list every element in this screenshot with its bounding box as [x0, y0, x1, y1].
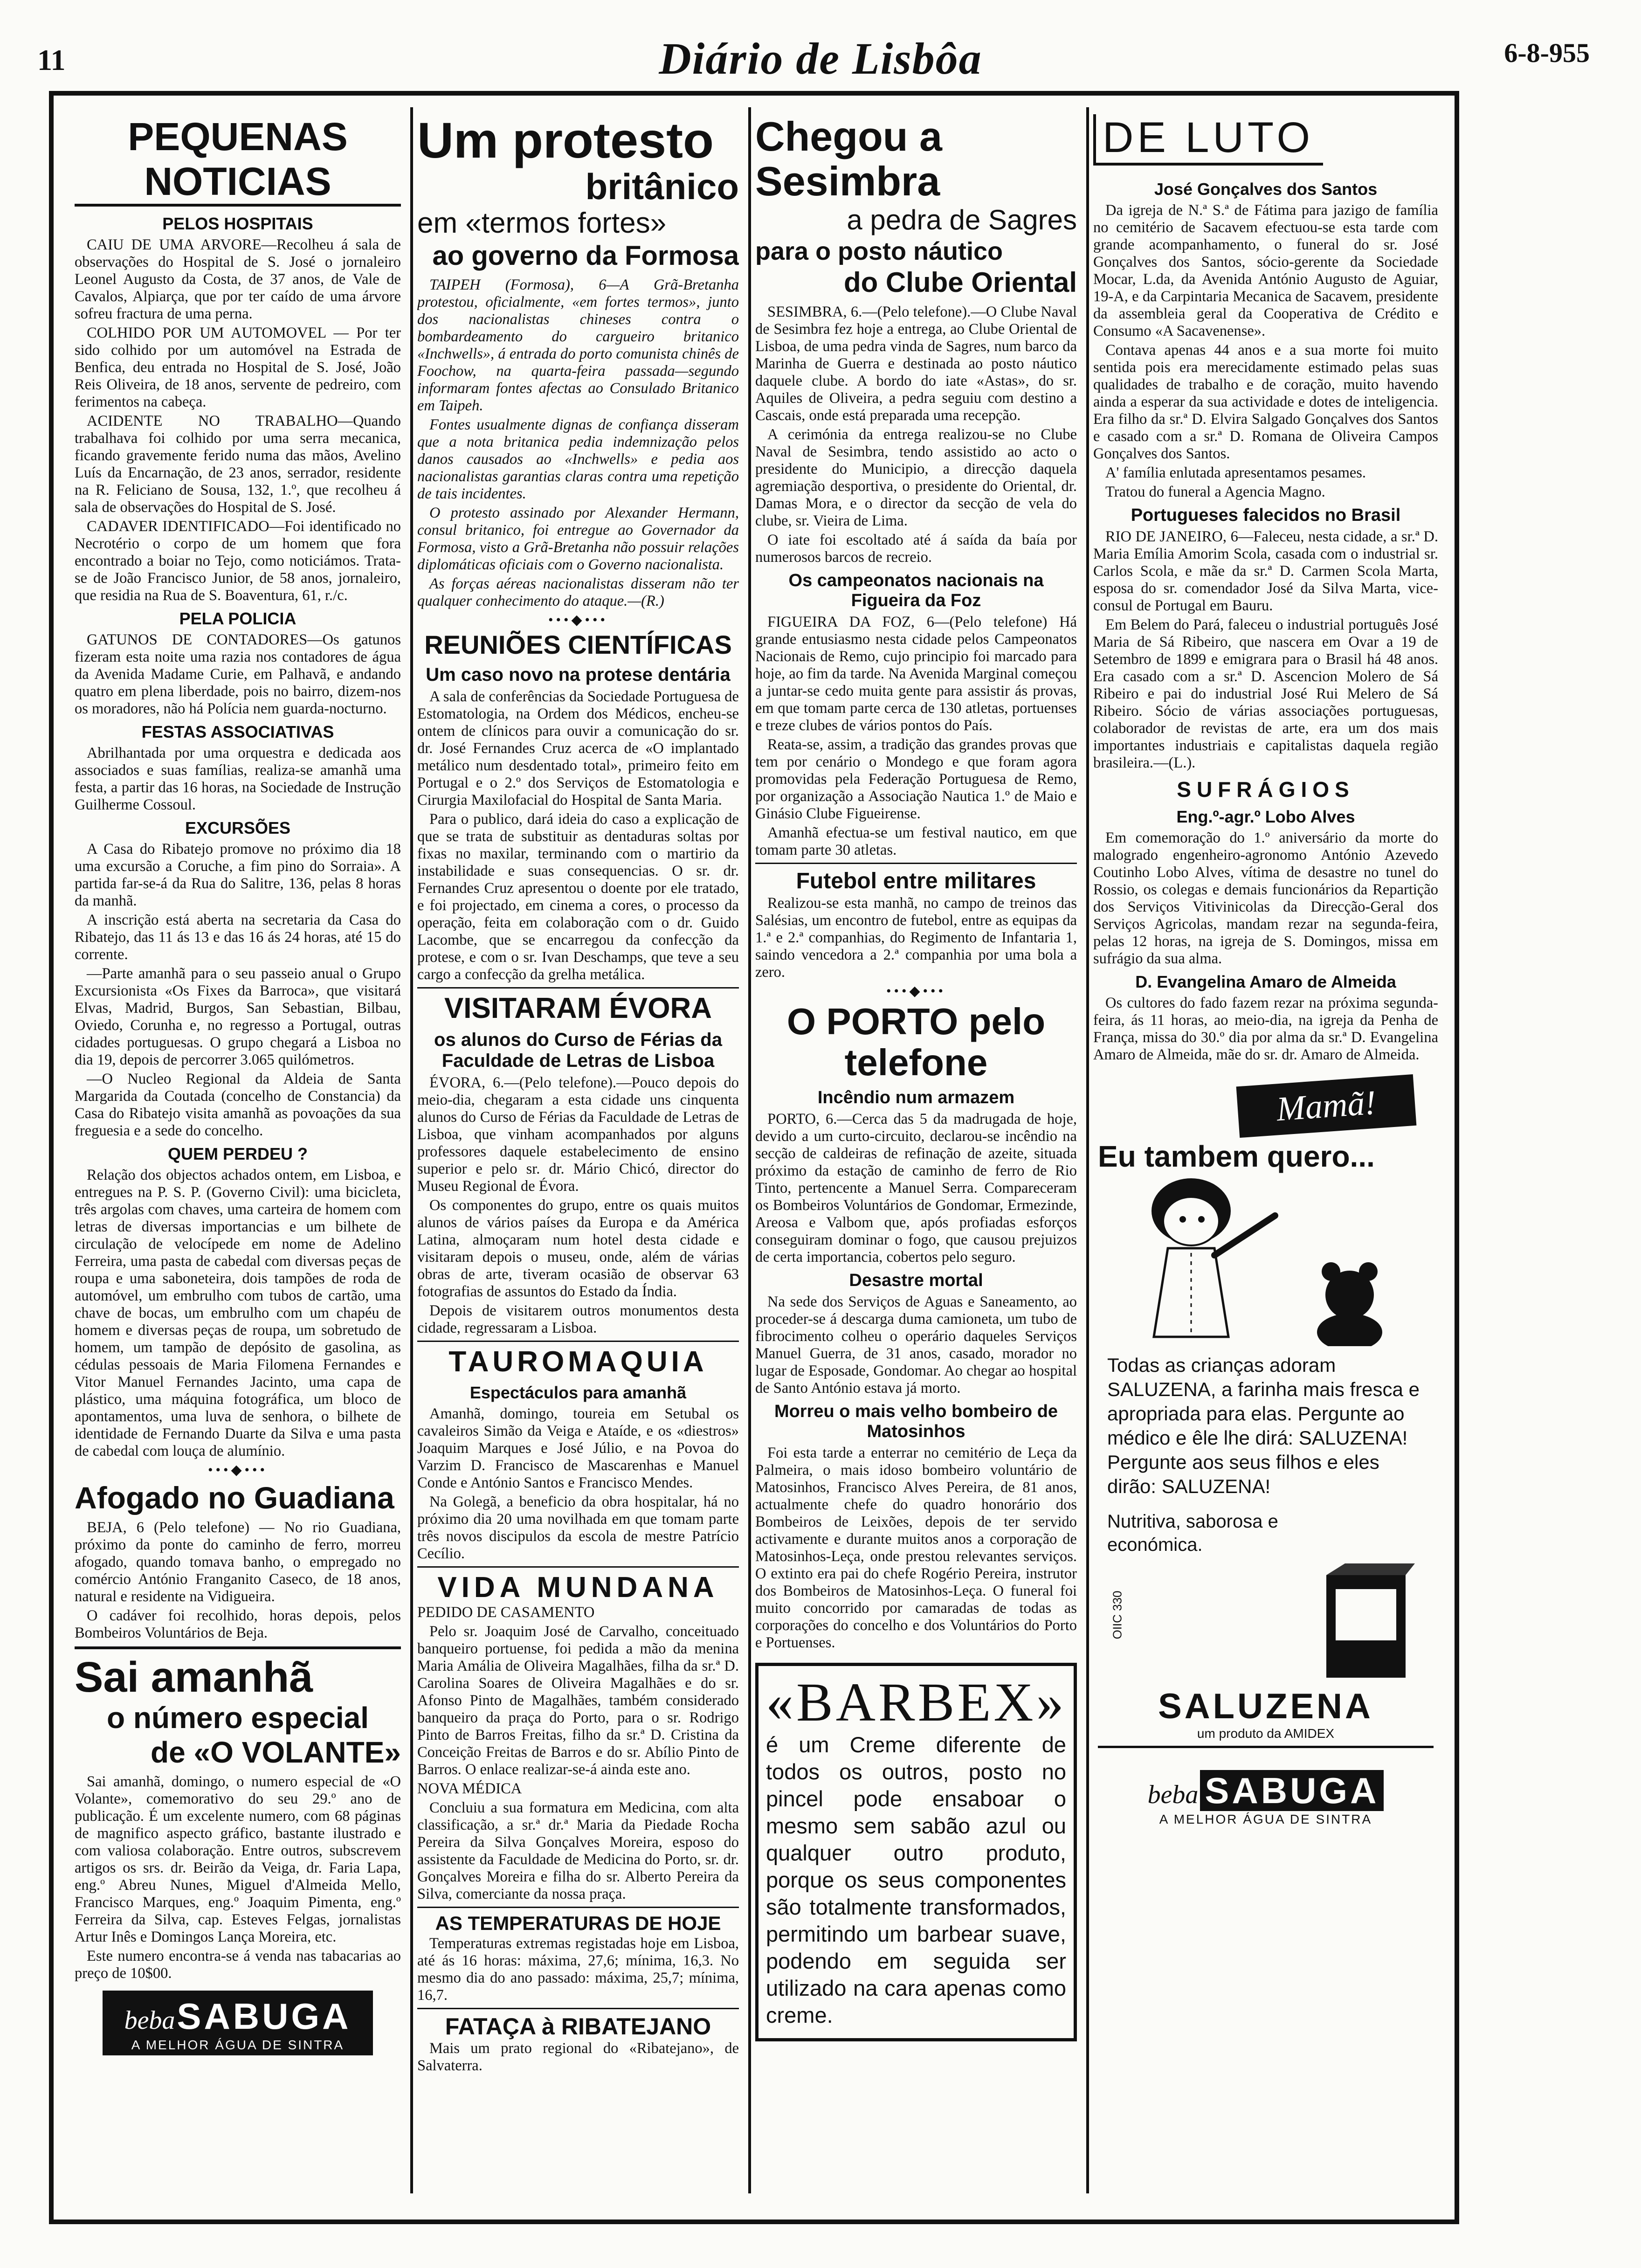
paragraph: SESIMBRA, 6.—(Pelo telefone).—O Clube Naval de Sesimbra fez hoje a entrega, ao Clube Oriental de Lisboa, de uma pedra vinda de Sagres, num barco da Marinha de Guerra e destinada ao posto náutico daquele clube. A bordo do iate «Astas», do sr. Aquiles de Oliveira, a pedra seguiu com destino a Cascais, onde está preparada uma recepção.: [755, 304, 1077, 424]
headline: Um protesto: [417, 114, 714, 168]
ad-package-area: [1098, 1561, 1434, 1687]
paragraph: Os cultores do fado fazem rezar na próxima segunda-feira, ás 11 horas, ao meio-dia, na igreja da Penha de França, missa do 30.º dia por alma da sr.ª D. Evangelina Amaro de Almeida, mãe do sr. dr. Amaro de Almeida.: [1093, 995, 1438, 1063]
paragraph: A sala de conferências da Sociedade Portuguesa de Estomatologia, na Ordem dos Médicos, encheu-se ontem de clínicos para ouvir a comunicação do sr. dr. José Fernandes Cruz acerca de «O implantado metálico num desdentado total», primeiro feito em Portugal e o 2.º dos Serviços de Estomatologia e Cirurgia Maxilofacial do Hospital de Santa Maria.: [417, 688, 739, 809]
paragraph: Amanhã efectua-se um festival nautico, em que tomam parte 30 atletas.: [755, 824, 1077, 858]
headline: o número especial: [107, 1701, 369, 1735]
ad-code: OIIC 330: [1110, 1590, 1124, 1639]
headline: do Clube Oriental: [843, 267, 1077, 298]
ad-beba: beba: [124, 2006, 175, 2035]
ad-brand: SABUGA: [177, 1996, 352, 2037]
headline: para o posto náutico: [755, 237, 1003, 265]
subheading: Espectáculos para amanhã: [469, 1383, 687, 1402]
subheading: NOVA MÉDICA: [417, 1780, 522, 1797]
subheading: EXCURSÕES: [185, 818, 291, 837]
paragraph: A' família enlutada apresentamos pesames.: [1105, 464, 1366, 481]
paragraph: Foi esta tarde a enterrar no cemitério de Leça da Palmeira, o mais idoso bombeiro voluntário de Matosinhos, Francisco Alves Pereira, de 81 anos, actualmente chefe do quadro honorário dos Bombeiros de Leixões, depois de ter servido activamente e durante muitos anos a corporação de Matosinhos-Leça, onde prestou relevantes serviços. O extinto era pai do chefe Rogério Pereira, instrutor dos Bombeiros de Matosinhos-Leça. O funeral foi muito concorrido por camaradas de todas as corporações do concelho e dos Voluntários do Porto e Portuenses.: [755, 1445, 1077, 1651]
paragraph: Tratou do funeral a Agencia Magno.: [1105, 484, 1325, 500]
subheading: PELA POLICIA: [179, 609, 296, 628]
column-1: [75, 114, 401, 2203]
headline: AS TEMPERATURAS DE HOJE: [435, 1912, 721, 1934]
divider: [417, 2008, 739, 2009]
headline: Sai amanhã: [75, 1653, 313, 1701]
paragraph: Realizou-se esta manhã, no campo de treinos das Salésias, um encontro de futebol, entre as equipas da 1.ª e 2.ª companhias, do Regimento de Infantaria 1, saindo vencedora a 2.ª companhia por uma bola a zero.: [755, 895, 1077, 981]
paragraph: Abrilhantada por uma orquestra e dedicada aos associados e suas famílias, realiza-se amanhã uma festa, a partir das 16 horas, na Sociedade de Instrução Guilherme Cossoul.: [75, 745, 401, 813]
paragraph: Este numero encontra-se á venda nas tabacarias ao preço de 10$00.: [75, 1948, 401, 1982]
column-4: [1093, 114, 1438, 2203]
ad-tagline: A MELHOR ÁGUA DE SINTRA: [1159, 1812, 1372, 1826]
headline: VISITARAM ÉVORA: [444, 992, 712, 1024]
paragraph: Em Belem do Pará, faleceu o industrial português José Maria de Sá Ribeiro, que nascera em Ovar a 19 de Setembro de 1899 e emigrara para o Brasil há 48 anos. Era casado com a sr.ª D. Ascencion Molero de Sá Ribeiro e pai do industrial José Rui Melero de Sá Ribeiro. Sócio de várias associações portuguesas, colaborador de revistas de arte, era um dos mais importantes industriais e capitalistas daquela região brasileira.—(L.).: [1093, 616, 1438, 771]
paragraph: BEJA, 6 (Pelo telefone) — No rio Guadiana, próximo da ponte do caminho de ferro, morreu afogado, quando tomava banho, o empregado no comércio António Franganito Caseco, de 18 anos, natural e residente na Vidigueira.: [75, 1519, 401, 1605]
divider: [755, 863, 1077, 864]
subheading: Eng.º-agr.º Lobo Alves: [1176, 807, 1355, 826]
ad-text: Todas as crianças adoram SALUZENA, a farinha mais fresca e apropriada para elas. Pergunte ao médico e êle lhe dirá: SALUZENA! Pergunte aos seus filhos e eles dirão: SALUZENA!: [1107, 1354, 1420, 1497]
divider: [417, 1566, 739, 1568]
column-2: [417, 114, 739, 2203]
paragraph: RIO DE JANEIRO, 6—Faleceu, nesta cidade, a sr.ª D. Maria Emília Amorim Scola, casada com o industrial sr. Carlos Scola, e mãe da sr.ª D. Carmen Scola Marta, esposa do sr. comendador José da Silva Marta, vice-consul de Portugal em Bauru.: [1093, 528, 1438, 614]
issue-date: 6-8-955: [1504, 38, 1590, 68]
ad-beba: beba: [1147, 1780, 1199, 1809]
paragraph: Concluiu a sua formatura em Medicina, com alta classificação, a sr.ª dr.ª Maria da Piedade Rocha Pereira da Silva Gonçalves Moreira, esposo do assistente da Faculdade de Medicina do Porto, sr. dr. Gonçalves Moreira e filha do sr. Alberto Pereira da Silva, comerciante da nossa praça.: [417, 1799, 739, 1902]
subheading: QUEM PERDEU ?: [167, 1144, 308, 1163]
column-3: [755, 114, 1077, 2203]
column-rule: [1086, 107, 1089, 2193]
column-rule: [748, 107, 751, 2193]
paragraph: O protesto assinado por Alexander Hermann, consul britanico, foi entregue ao Governador da Formosa, visto a Grã-Bretanha não possuir relações diplomáticas oficiais com o Governo nacionalista.: [417, 505, 739, 573]
subheading: D. Evangelina Amaro de Almeida: [1135, 972, 1396, 991]
ad-mama: Mamã!: [1236, 1074, 1417, 1138]
headline: Afogado no Guadiana: [75, 1480, 394, 1515]
paragraph: A Casa do Ribatejo promove no próximo dia 18 uma excursão a Coruche, a fim pino do Sorraia». A partida far-se-á da Rua do Salitre, 136, pelas 8 horas da manhã.: [75, 841, 401, 909]
paragraph: —Parte amanhã para o seu passeio anual o Grupo Excursionista «Os Fixes da Barroca», que visitará Elvas, Madrid, Burgos, San Sebastian, Bilbau, Oviedo, Corunha e, no regresso a Portugal, outras cidades portuguesas. O grupo chegará a Lisboa no dia 19, depois de percorrer 3.065 quilómetros.: [75, 965, 401, 1068]
sabuga-ad: [103, 1991, 373, 2055]
paragraph: ACIDENTE NO TRABALHO—Quando trabalhava foi colhido por uma serra mecanica, ficando gravemente ferido numa das mãos, Avelino Luís da Encarnação, de 23 anos, serrador, residente na R. Feliciano de Sousa, 132, 1.º, que recolheu á sala de observações do Hospital de S. José.: [75, 413, 401, 516]
divider: [417, 1341, 739, 1342]
divider: [417, 987, 739, 989]
ad-text: é um Creme diferente de todos os outros, posto no pincel pode ensaboar o mesmo sem sabão azul ou qualquer outro produto, porque os seus componentes são totalmente transformados, permitindo um barbear suave, podendo em seguida ser utilizado na cara apenas como creme.: [766, 1732, 1066, 2027]
headline: O PORTO pelo telefone: [786, 1001, 1046, 1083]
ad-brand: SALUZENA: [1158, 1687, 1373, 1726]
paragraph: CAIU DE UMA ARVORE—Recolheu á sala de observações do Hospital de S. José o jornaleiro Leonel Augusto da Costa, de 37 anos, de Vale de Cavalos, Alpiarça, que por ter caído de uma árvore sofreu fractura de uma perna.: [75, 236, 401, 322]
subheading: José Gonçalves dos Santos: [1154, 180, 1378, 199]
paragraph: COLHIDO POR UM AUTOMOVEL — Por ter sido colhido por um automóvel na Estrada de Benfica, deu entrada no Hospital de S. José, João Reis Oliveira, de 18 anos, servente de pedreiro, com ferimentos na cabeça.: [75, 325, 401, 410]
ornament-divider: •••◆•••: [207, 1462, 268, 1478]
paragraph: Amanhã, domingo, toureia em Setubal os cavaleiros Simão da Veiga e Ataíde, e os «diestros» Joaquim Marques e José Júlio, e na Povoa do Varzim D. Francisco de Mascarenhas e Manuel Conde e António Santos e Francisco Mendes.: [417, 1405, 739, 1491]
ad-quero: Eu tambem quero...: [1098, 1140, 1375, 1173]
sabuga-ad: [1135, 1765, 1396, 1830]
ad-tagline: A MELHOR ÁGUA DE SINTRA: [131, 2038, 345, 2052]
ad-brand: «BARBEX»: [766, 1672, 1067, 1733]
ornament-divider: •••◆•••: [886, 983, 946, 999]
saluzena-box-icon: [1322, 1561, 1415, 1682]
paragraph: Na Golegã, a beneficio da obra hospitalar, há no próximo dia 20 uma novilhada em que tomam parte três novos discipulos da escola de mestre Patrício Cecílio.: [417, 1494, 739, 1562]
subheading: Morreu o mais velho bombeiro de Matosinhos: [774, 1402, 1058, 1441]
paragraph: Reata-se, assim, a tradição das grandes provas que tem por cenário o Mondego e que foram agora promovidas pela Federação Portuguesa de Remo, por organização a Associação Nautica 1.º de Maio e Ginásio Clube Figueirense.: [755, 736, 1077, 822]
paragraph: FIGUEIRA DA FOZ, 6—(Pelo telefone) Há grande entusiasmo nesta cidade pelos Campeonatos Nacionais de Remo, cujo principio foi marcado para hoje, ao fim da tarde. Na Avenida Marginal começou a juntar-se cedo muita gente para assistir ás provas, em que tomam parte cerca de 130 atletas, portuenses e treze clubes de vários pontos do País.: [755, 614, 1077, 734]
paragraph: A cerimónia da entrega realizou-se no Clube Naval de Sesimbra, tendo assistido ao acto o presidente do Municipio, a direcção daquela agremiação desportiva, o presidente do Oriental, dr. Damas Mora, e o director da secção de vela do clube, sr. Vieira de Lima.: [755, 426, 1077, 529]
subheading: Portugueses falecidos no Brasil: [1131, 505, 1401, 525]
paragraph: —O Nucleo Regional da Aldeia de Santa Margarida da Coutada (concelho de Constancia) da Casa do Ribatejo visita amanhã as povoações da sua freguesia e a sede do concelho.: [75, 1071, 401, 1139]
paragraph: ÉVORA, 6.—(Pelo telefone).—Pouco depois do meio-dia, chegaram a esta cidade uns cinquenta alunos do Curso de Férias da Faculdade de Letras de Lisboa, que vinham acompanhados por alguns professores daquele estabelecimento de ensino superior e pelo sr. dr. Mário Chicó, director do Museu Regional de Évora.: [417, 1074, 739, 1195]
paragraph: Relação dos objectos achados ontem, em Lisboa, e entregues na P. S. P. (Governo Civil): uma bicicleta, três argolas com chaves, uma carteira de homem com letras de diversas importancias e um bilhete de circulação de velocípede em nome de Adelino Ferreira, uma pasta de cabedal com diversas peças de roupa e uma saboneteira, dois tampões de roda de automóvel, um embrulho com tubos de cartão, uma chave de bocas, um embrulho com um chapéu de homem e diversas peças de roupa, um sobretudo de homem, um tampão de depósito de gasolina, as cédulas pessoais de Maria Filomena Fernandes e Vitor Manuel Fernandes Jacinto, uma capa de plástico, uma máquina fotográfica, um bloco de apontamentos, uma luva de senhora, o bilhete de identidade de Fernando Duarte da Silva e uma pasta de cabedal com louça de alumínio.: [75, 1167, 401, 1459]
subheading: Os campeonatos nacionais na Figueira da Foz: [788, 571, 1044, 610]
page-number: 11: [37, 43, 66, 76]
subheading: FESTAS ASSOCIATIVAS: [141, 722, 334, 741]
paragraph: GATUNOS DE CONTADORES—Os gatunos fizeram esta noite uma razia nos contadores de água da Avenida Madame Curie, em Palhavã, e andando quatro em plena liberdade, pois no bairro, dizem-nos os moradores, não há Polícia nem guarda-nocturno.: [75, 631, 401, 717]
paragraph: As forças aéreas nacionalistas disseram não ter qualquer conhecimento do ataque.—(R.): [417, 575, 739, 609]
paragraph: PORTO, 6.—Cerca das 5 da madrugada de hoje, devido a um curto-circuito, declarou-se incêndio na secção de caldeiras de refinação de azeite, situada próximo da estação de caminho de ferro de Rio Tinto, pertencente a Manuel Serra. Compareceram os Bombeiros Voluntários de Gondomar, Ermezinde, Areosa e Valbom que, após profiadas esforços conseguiram dominar o fogo, que causou prejuizos de certa importancia, cobertos pelo seguro.: [755, 1111, 1077, 1265]
paragraph: Contava apenas 44 anos e a sua morte foi muito sentida pois era merecidamente estimado pelas suas qualidades de trabalho e de coração, muito havendo ainda a esperar da sua actividade e dotes de inteligencia. Era filho da sr.ª D. Elvira Salgado Gonçalves dos Santos e casado com a sr.ª D. Romana de Oliveira Campos Gonçalves dos Santos.: [1093, 342, 1438, 462]
headline: REUNIÕES CIENTÍFICAS: [424, 630, 732, 659]
subheading: Incêndio num armazem: [817, 1088, 1015, 1107]
paragraph: O iate foi escoltado até á saída da baía por numerosos barcos de recreio.: [755, 532, 1077, 566]
headline: de «O VOLANTE»: [151, 1736, 401, 1769]
paragraph: Sai amanhã, domingo, o numero especial de «O Volante», comemorativo do seu 29.º ano de publicação. É um excelente numero, com 68 páginas de magnifico aspecto gráfico, bastante ilustrado e com valiosa colaboração. Entre outros, subscrevem artigos os srs. dr. Beirão da Veiga, dr. Faria Lapa, eng.º Abreu Nunes, Miguel d'Almeida Mello, Francisco Marques, eng.º Joaquim Pimenta, eng.º Ferreira da Silva, cap. Esteves Felgas, jornalistas Artur Inês e Domingos Lança Moreira, etc.: [75, 1773, 401, 1945]
headline: britânico: [585, 166, 739, 207]
child-and-teddy-illustration: [1098, 1178, 1424, 1346]
paragraph: Para o publico, dará ideia do caso a explicação de que se trata de substituir as dentaduras soltas por fixas no maxilar, terminando com o martirio da instabilidade e suas consequencias. O sr. dr. Fernandes Cruz apresentou o doente por ele tratado, e foi projectado, em cinema a cores, o processo da operação, feita em colaboração com o dr. Guido Lacombe, que se encarregou da confecção da protese, e com o sr. Ivan Deschamps, que teve a seu cargo a confecção da grelha metálica.: [417, 811, 739, 983]
headline: TAUROMAQUIA: [448, 1346, 708, 1378]
ad-text: Nutritiva, saborosa e económica.: [1107, 1511, 1278, 1555]
paragraph: Depois de visitarem outros monumentos desta cidade, regressaram a Lisboa.: [417, 1302, 739, 1336]
paragraph: Da igreja de N.ª S.ª de Fátima para jazigo de família no cemitério de Sacavem efectuou-se esta tarde com grande acompanhamento, o funeral do sr. José Gonçalves dos Santos, sócio-gerente da Sociedade Mocar, L.da, da Avenida António Augusto de Aguiar, 19-A, e da Carpintaria Mecanica de Sacavem, presidente da assembleia geral da Cooperativa de Crédito e Consumo «A Sacavenense».: [1093, 202, 1438, 339]
headline: Futebol entre militares: [796, 869, 1036, 893]
paragraph: Mais um prato regional do «Ribatejano», de Salvaterra.: [417, 2040, 739, 2074]
masthead: Diário de Lisbôa: [659, 34, 982, 83]
barbex-ad: [755, 1663, 1077, 2041]
subheading: Um caso novo na protese dentária: [426, 664, 731, 685]
headline: em «termos fortes»: [417, 207, 667, 239]
ad-brand: SABUGA: [1200, 1770, 1384, 1811]
subheading: os alunos do Curso de Férias da Faculdade de Letras de Lisboa: [434, 1030, 722, 1071]
divider: [75, 1646, 401, 1649]
headline: Chegou a Sesimbra: [755, 114, 942, 204]
subheading: SUFRÁGIOS: [1177, 777, 1355, 802]
section-title: PEQUENAS NOTICIAS: [75, 114, 401, 207]
headline: FATAÇA à RIBATEJANO: [445, 2013, 711, 2040]
paragraph: Temperaturas extremas registadas hoje em Lisboa, até ás 16 horas: máxima, 27,6; mínima, 16,3. No mesmo dia do ano passado: máxima, 25,7; mínima, 16,7.: [417, 1935, 739, 2004]
paragraph: Pelo sr. Joaquim José de Carvalho, conceituado banqueiro portuense, foi pedida a mão da menina Maria Amália de Oliveira Magalhães, filha da sr.ª D. Carolina Soares de Oliveira Magalhães e do sr. Afonso Pinto de Magalhães, também considerado banqueiro da praça do Porto, para o sr. Rodrigo Pinto de Barros Freitas, filho da sr.ª D. Cristina da Conceição Freitas de Barros e do sr. Abílio Pinto de Barros. O enlace realizar-se-á ainda este ano.: [417, 1623, 739, 1778]
subheading: PEDIDO DE CASAMENTO: [417, 1604, 595, 1621]
saluzena-ad: [1098, 1080, 1434, 1748]
subheading: PELOS HOSPITAIS: [162, 214, 313, 233]
paragraph: Fontes usualmente dignas de confiança disseram que a nota britanica pedia indemnização pelos danos causados ao «Inchwells» e pedia aos nacionalistas garantias claras contra uma repetição de tais incidentes.: [417, 416, 739, 502]
paragraph: Na sede dos Serviços de Aguas e Saneamento, ao proceder-se á descarga duma camioneta, um tubo de fibrocimento colheu o operário daqueles Serviços Manuel Guerra, de 31 anos, casado, morador no lugar de Esposade, Gondomar. Ao chegar ao hospital de Santo António estava já morto.: [755, 1293, 1077, 1397]
paragraph: Os componentes do grupo, entre os quais muitos alunos de vários países da Europa e da América Latina, almoçaram num hotel desta cidade e visitaram depois o museu, onde, além de várias obras de arte, tiveram ocasião de observar 63 fotografias de assuntos do Estado da Índia.: [417, 1197, 739, 1300]
paragraph: CADAVER IDENTIFICADO—Foi identificado no Necrotério o corpo de um homem que fora encontrado a boiar no Tejo, como noticiámos. Trata-se de João Francisco Junior, de 58 anos, jornaleiro, que residia na Rua de S. Boaventura, 61, r./c.: [75, 518, 401, 604]
ad-maker: um produto da AMIDEX: [1098, 1726, 1434, 1748]
paragraph: O cadáver foi recolhido, horas depois, pelos Bombeiros Voluntários de Beja.: [75, 1607, 401, 1641]
paragraph: TAIPEH (Formosa), 6—A Grã-Bretanha protestou, oficialmente, «em fortes termos», junto dos nacionalistas chineses contra o bombardeamento do cargueiro britanico «Inchwells», á entrada do porto comunista chinês de Foochow, na quarta-feira passada—segundo informaram fontes afectas ao Consulado Britanico em Taipeh.: [417, 277, 739, 414]
paragraph: Em comemoração do 1.º aniversário da morte do malogrado engenheiro-agronomo António Azevedo Coutinho Lobo Alves, vítima de desastre no tunel do Rossio, os colegas e demais funcionários da Repartição dos Serviços Vitivinicolas da Direcção-Geral dos Serviços Agricolas, mandam rezar na segunda-feira, pelas 12 horas, na igreja de S. Domingos, missa em sufrágio da sua alma.: [1093, 830, 1438, 967]
column-rule: [410, 107, 413, 2193]
headline: VIDA MUNDANA: [437, 1571, 719, 1604]
divider: [417, 1907, 739, 1908]
headline: ao governo da Formosa: [432, 241, 739, 271]
ornament-divider: •••◆•••: [548, 612, 608, 628]
headline: a pedra de Sagres: [847, 204, 1077, 235]
section-title: DE LUTO: [1093, 114, 1323, 166]
subheading: Desastre mortal: [849, 1271, 983, 1290]
paragraph: A inscrição está aberta na secretaria da Casa do Ribatejo, das 11 ás 13 e das 16 ás 24 horas, até 15 do corrente.: [75, 912, 401, 963]
